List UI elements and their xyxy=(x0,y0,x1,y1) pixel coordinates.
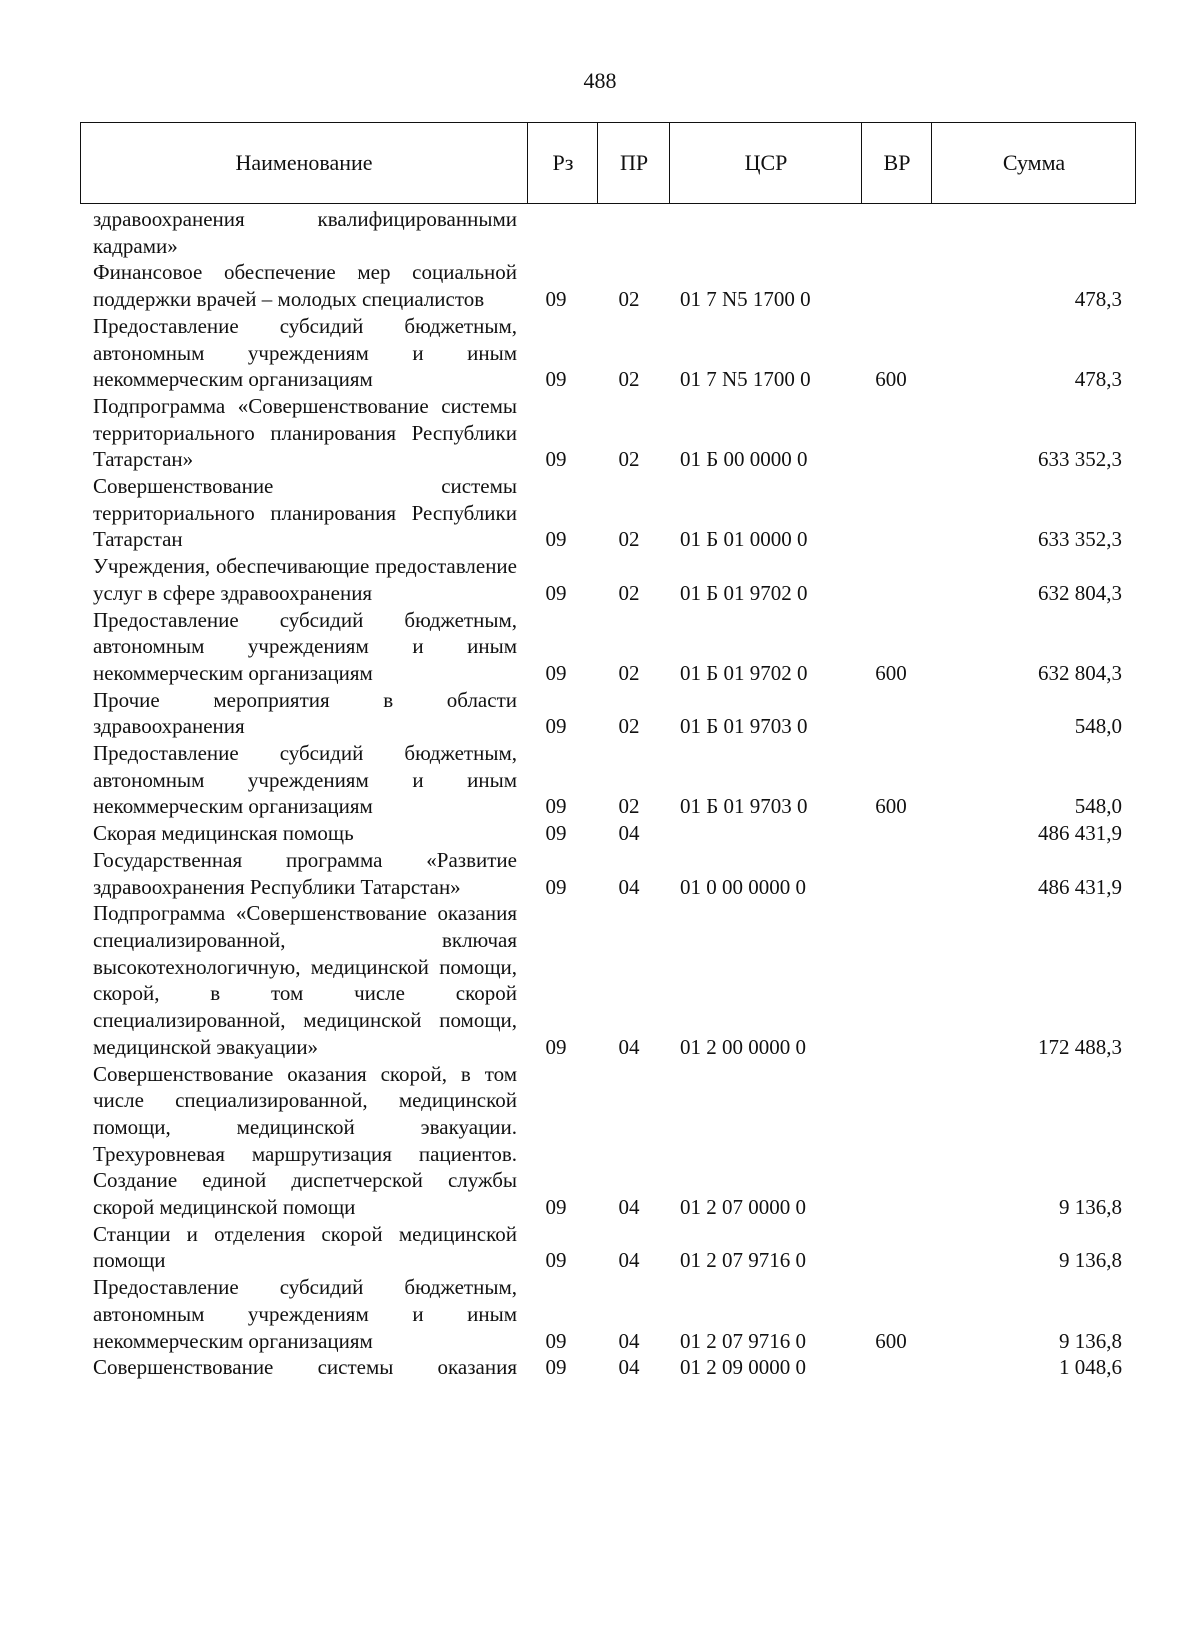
row-csr: 01 2 07 9716 0 xyxy=(680,1248,806,1273)
row-vr: 600 xyxy=(875,794,907,819)
table-row xyxy=(0,1061,1200,1221)
row-pr: 04 xyxy=(618,1355,640,1380)
row-name: Государственная программа «Развитие здравоохранения Республики Татарстан» xyxy=(93,847,517,899)
row-sum: 486 431,9 xyxy=(1038,874,1122,899)
row-rz: 09 xyxy=(545,1195,567,1220)
table-body xyxy=(0,206,1200,1381)
row-name: Совершенствование оказания скорой, в том числе специализированной, медицинской помощи, медицинской эвакуации. Трехуровневая маршрутизация пациентов. Создание единой диспетчерской службы скорой медицинской помощи xyxy=(93,1061,517,1220)
row-pr: 04 xyxy=(618,1248,640,1273)
row-csr: 01 0 00 0000 0 xyxy=(680,874,806,899)
table-row xyxy=(0,206,1200,259)
row-csr: 01 7 N5 1700 0 xyxy=(680,367,811,392)
table-row xyxy=(0,820,1200,847)
row-vr: 600 xyxy=(875,1328,907,1353)
row-pr: 02 xyxy=(618,580,640,605)
row-csr: 01 Б 01 9702 0 xyxy=(680,660,808,685)
row-rz: 09 xyxy=(545,580,567,605)
row-pr: 02 xyxy=(618,794,640,819)
row-pr: 02 xyxy=(618,447,640,472)
row-csr: 01 Б 01 0000 0 xyxy=(680,527,808,552)
table-row xyxy=(0,1354,1200,1381)
row-vr: 600 xyxy=(875,660,907,685)
row-pr: 02 xyxy=(618,287,640,312)
row-rz: 09 xyxy=(545,794,567,819)
table-row xyxy=(0,1221,1200,1274)
table-row xyxy=(0,1274,1200,1354)
row-csr: 01 2 07 0000 0 xyxy=(680,1195,806,1220)
row-rz: 09 xyxy=(545,660,567,685)
table-row xyxy=(0,553,1200,606)
row-pr: 04 xyxy=(618,1034,640,1059)
row-name: Станции и отделения скорой медицинской помощи xyxy=(93,1221,517,1273)
row-pr: 04 xyxy=(618,874,640,899)
row-pr: 02 xyxy=(618,714,640,739)
header-name: Наименование xyxy=(235,150,373,175)
row-name: Совершенствование системы оказания xyxy=(93,1355,517,1380)
header-rz: Рз xyxy=(527,123,598,203)
row-name: Предоставление субсидий бюджетным, автономным учреждениям и иным некоммерческим организациям xyxy=(93,1275,517,1353)
row-rz: 09 xyxy=(545,1034,567,1059)
table-row xyxy=(0,313,1200,393)
row-rz: 09 xyxy=(545,447,567,472)
row-name: Предоставление субсидий бюджетным, автономным учреждениям и иным некоммерческим организациям xyxy=(93,741,517,819)
row-pr: 04 xyxy=(618,821,640,846)
row-csr: 01 Б 00 0000 0 xyxy=(680,447,808,472)
row-sum: 548,0 xyxy=(1074,794,1122,819)
row-csr: 01 2 00 0000 0 xyxy=(680,1034,806,1059)
row-sum: 9 136,8 xyxy=(1059,1195,1122,1220)
row-rz: 09 xyxy=(545,821,567,846)
row-name: Финансовое обеспечение мер социальной поддержки врачей – молодых специалистов xyxy=(93,260,517,312)
row-sum: 478,3 xyxy=(1074,287,1122,312)
row-csr: 01 7 N5 1700 0 xyxy=(680,287,811,312)
row-name: Подпрограмма «Совершенствование системы территориального планирования Республики Татарстан» xyxy=(93,393,517,472)
row-pr: 04 xyxy=(618,1195,640,1220)
row-name: Подпрограмма «Совершенствование оказания специализированной, включая высокотехнологичную, медицинской помощи, скорой, в том числе скорой специализированной, медицинской помощи, медицинской эвакуации» xyxy=(93,901,517,1059)
row-csr: 01 2 07 9716 0 xyxy=(680,1328,806,1353)
table-row xyxy=(0,473,1200,553)
row-csr: 01 Б 01 9703 0 xyxy=(680,714,808,739)
table-row xyxy=(0,687,1200,740)
row-csr: 01 Б 01 9703 0 xyxy=(680,794,808,819)
row-rz: 09 xyxy=(545,367,567,392)
row-name: Предоставление субсидий бюджетным, автономным учреждениям и иным некоммерческим организациям xyxy=(93,607,517,685)
table-header xyxy=(80,122,1136,204)
row-name: здравоохранения квалифицированными кадрами» xyxy=(93,207,517,258)
table-row xyxy=(0,393,1200,473)
row-rz: 09 xyxy=(545,1248,567,1273)
row-pr: 02 xyxy=(618,527,640,552)
row-rz: 09 xyxy=(545,1328,567,1353)
table-row xyxy=(0,900,1200,1060)
table-row xyxy=(0,740,1200,820)
row-name: Прочие мероприятия в области здравоохранения xyxy=(93,687,517,739)
row-sum: 486 431,9 xyxy=(1038,821,1122,846)
row-name: Совершенствование системы территориального планирования Республики Татарстан xyxy=(93,474,517,552)
row-name: Скорая медицинская помощь xyxy=(93,821,354,846)
row-sum: 633 352,3 xyxy=(1038,447,1122,472)
row-pr: 02 xyxy=(618,367,640,392)
table-row xyxy=(0,259,1200,312)
row-sum: 478,3 xyxy=(1074,367,1122,392)
row-rz: 09 xyxy=(545,287,567,312)
row-csr: 01 Б 01 9702 0 xyxy=(680,580,808,605)
row-pr: 04 xyxy=(618,1328,640,1353)
row-sum: 632 804,3 xyxy=(1038,660,1122,685)
table-row xyxy=(0,607,1200,687)
table-row xyxy=(0,847,1200,900)
header-vr: ВР xyxy=(861,123,932,203)
row-sum: 9 136,8 xyxy=(1059,1328,1122,1353)
header-sum: Сумма xyxy=(931,123,1136,203)
row-rz: 09 xyxy=(545,874,567,899)
row-sum: 633 352,3 xyxy=(1038,527,1122,552)
header-pr: ПР xyxy=(597,123,670,203)
row-name: Учреждения, обеспечивающие предоставление услуг в сфере здравоохранения xyxy=(93,554,517,605)
row-csr: 01 2 09 0000 0 xyxy=(680,1355,806,1380)
row-rz: 09 xyxy=(545,527,567,552)
row-sum: 1 048,6 xyxy=(1059,1355,1122,1380)
row-pr: 02 xyxy=(618,660,640,685)
row-vr: 600 xyxy=(875,367,907,392)
row-sum: 172 488,3 xyxy=(1038,1034,1122,1059)
row-name: Предоставление субсидий бюджетным, автономным учреждениям и иным некоммерческим организациям xyxy=(93,313,517,392)
page-number: 488 xyxy=(583,68,617,93)
row-sum: 632 804,3 xyxy=(1038,580,1122,605)
row-sum: 548,0 xyxy=(1074,714,1122,739)
row-sum: 9 136,8 xyxy=(1059,1248,1122,1273)
header-csr: ЦСР xyxy=(669,123,862,203)
row-rz: 09 xyxy=(545,714,567,739)
row-rz: 09 xyxy=(545,1355,567,1380)
